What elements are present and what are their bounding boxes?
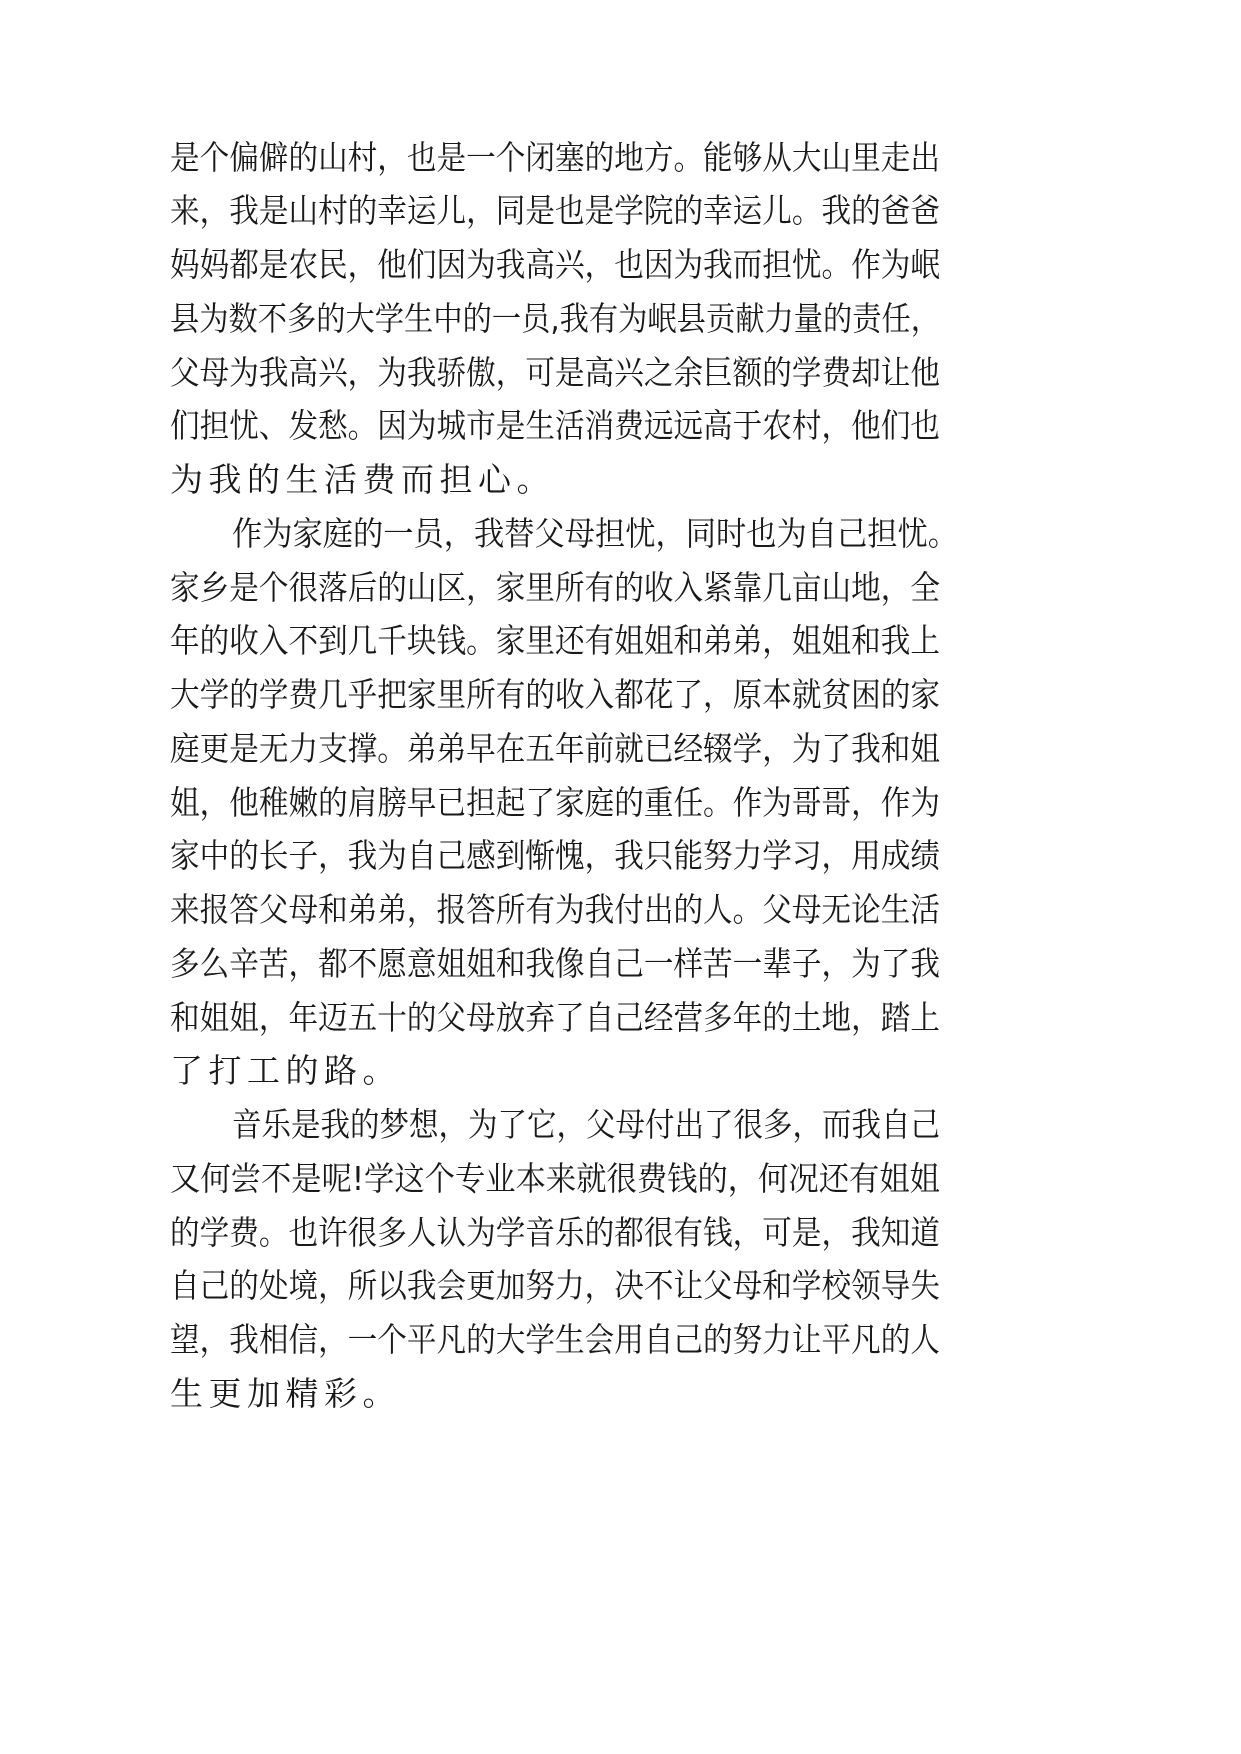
text-line: 大学的学费几乎把家里所有的收入都花了，原本就贫困的家 [170,675,940,714]
text-line: 了打工的路。 [170,1051,401,1090]
text-line: 妈妈都是农民，他们因为我高兴，也因为我而担忧。作为岷 [170,245,940,284]
text-line: 多么辛苦，都不愿意姐姐和我像自己一样苦一辈子，为了我 [170,944,940,983]
text-line: 父母为我高兴，为我骄傲，可是高兴之余巨额的学费却让他 [170,353,940,392]
text-line: 家乡是个很落后的山区，家里所有的收入紧靠几亩山地，全 [170,568,940,607]
text-line: 又何尝不是呢!学这个专业本来就很费钱的，何况还有姐姐 [170,1159,941,1198]
text-line: 为我的生活费而担心。 [170,460,555,499]
text-line: 家中的长子，我为自己感到惭愧，我只能努力学习，用成绩 [170,836,940,875]
text-line: 庭更是无力支撑。弟弟早在五年前就已经辍学，为了我和姐 [170,729,940,768]
paragraph-first-line: 作为家庭的一员，我替父母担忧，同时也为自己担忧。 [232,514,959,553]
text-line: 来报答父母和弟弟，报答所有为我付出的人。父母无论生活 [170,890,940,929]
text-line: 县为数不多的大学生中的一员,我有为岷县贡献力量的责任， [170,299,941,338]
text-line: 和姐姐，年迈五十的父母放弃了自己经营多年的土地，踏上 [170,998,940,1037]
text-line: 来，我是山村的幸运儿，同是也是学院的幸运儿。我的爸爸 [170,191,940,230]
text-line: 望，我相信，一个平凡的大学生会用自己的努力让平凡的人 [170,1320,940,1359]
text-line: 自己的处境，所以我会更加努力，决不让父母和学校领导失 [170,1266,940,1305]
text-line: 年的收入不到几千块钱。家里还有姐姐和弟弟，姐姐和我上 [170,621,940,660]
text-line: 们担忧、发愁。因为城市是生活消费远远高于农村，他们也 [170,406,940,445]
text-line: 姐，他稚嫩的肩膀早已担起了家庭的重任。作为哥哥，作为 [170,783,940,822]
paragraph-first-line: 音乐是我的梦想，为了它，父母付出了很多，而我自己 [232,1105,940,1144]
text-line: 生更加精彩。 [170,1374,401,1413]
text-line: 是个偏僻的山村，也是一个闭塞的地方。能够从大山里走出 [170,138,940,177]
text-line: 的学费。也许很多人认为学音乐的都很有钱，可是，我知道 [170,1213,940,1252]
